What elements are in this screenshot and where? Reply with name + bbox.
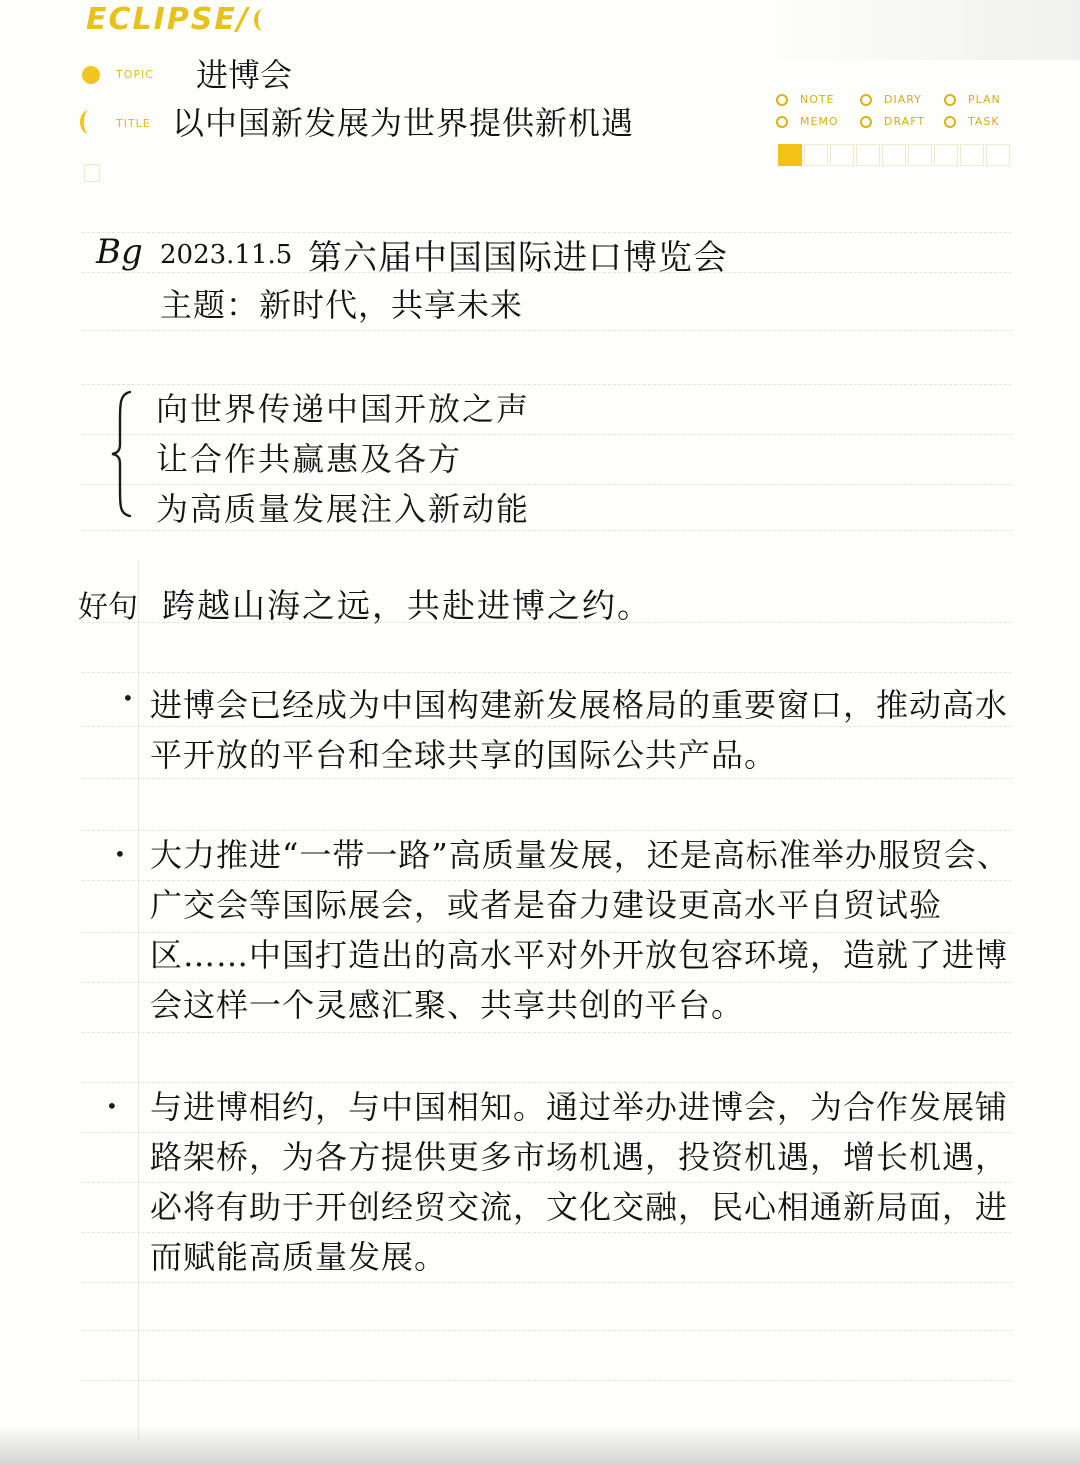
progress-cell: [856, 144, 880, 166]
ruled-line: [82, 330, 1012, 331]
curly-brace-icon: [108, 390, 138, 518]
page-shadow: [760, 0, 1080, 60]
ring-icon: [860, 94, 872, 106]
ruled-line: [82, 1032, 1012, 1033]
bullet-icon: •: [106, 1094, 118, 1118]
title-value: 以中国新发展为世界提供新机遇: [172, 104, 635, 142]
page-shadow: [0, 1425, 1080, 1465]
ring-icon: [860, 116, 872, 128]
event-theme: 主题：新时代，共享未来: [160, 286, 524, 324]
progress-cell: [882, 144, 906, 166]
progress-cell: [986, 144, 1010, 166]
crescent-icon: [80, 110, 98, 134]
event-date: 2023.11.5: [160, 240, 293, 270]
ring-icon: [944, 94, 956, 106]
brand-logo: [86, 2, 272, 37]
category-label: NOTE: [800, 93, 835, 106]
sun-dot-icon: [82, 66, 100, 84]
title-label: TITLE: [116, 117, 151, 130]
ring-icon: [776, 94, 788, 106]
category-label: MEMO: [800, 115, 839, 128]
category-memo[interactable]: [776, 115, 839, 128]
brand-name: ECLIPSE/: [86, 2, 250, 37]
category-label: PLAN: [968, 93, 1001, 106]
event-name: 第六届中国国际进口博览会: [308, 238, 728, 278]
ruled-line: [82, 530, 1012, 531]
category-label: TASK: [968, 115, 1000, 128]
category-task[interactable]: [944, 115, 1000, 128]
ruled-line: [82, 1330, 1012, 1331]
topic-value: 进博会: [196, 56, 293, 94]
bullet-icon: •: [122, 686, 134, 710]
key-point: 让合作共赢惠及各方: [156, 440, 463, 478]
category-label: DIARY: [884, 93, 922, 106]
category-note[interactable]: [776, 93, 835, 106]
paragraph: 与进博相约，与中国相知。通过举办进博会，为合作发展铺路架桥，为各方提供更多市场机遇，投资机遇，增长机遇，必将有助于开创经贸交流，文化交融，民心相通新局面，进而赋能高质量发展。: [150, 1088, 1009, 1276]
category-draft[interactable]: [860, 115, 925, 128]
checkbox-square: [84, 164, 100, 182]
quote-text: 跨越山海之远，共赴进博之约。: [162, 586, 652, 625]
bg-label: Bg: [96, 232, 143, 272]
key-point: 为高质量发展注入新动能: [156, 490, 531, 528]
ruled-line: [82, 1380, 1012, 1381]
paragraph: 大力推进“一带一路”高质量发展，还是高标准举办服贸会、广交会等国际展会，或者是奋力建设更高水平自贸试验区……中国打造出的高水平对外开放包容环境，造就了进博会这样一个灵感汇聚、共享共创的平台。: [150, 836, 1010, 1024]
ring-icon: [944, 116, 956, 128]
category-diary[interactable]: [860, 93, 922, 106]
progress-cell: [804, 144, 828, 166]
ring-icon: [776, 116, 788, 128]
progress-tracker: [778, 144, 1010, 166]
key-point: 向世界传递中国开放之声: [156, 390, 531, 428]
progress-cell: [778, 144, 802, 166]
paragraph: 进博会已经成为中国构建新发展格局的重要窗口，推动高水平开放的平台和全球共享的国际公共产品。: [150, 686, 1009, 774]
category-plan[interactable]: [944, 93, 1001, 106]
category-label: DRAFT: [884, 115, 926, 128]
progress-cell: [830, 144, 854, 166]
quote-label: 好句: [78, 590, 138, 625]
ruled-line: [82, 1282, 1012, 1283]
progress-cell: [934, 144, 958, 166]
margin-line: [138, 560, 139, 1440]
progress-cell: [960, 144, 984, 166]
crescent-icon: [254, 9, 272, 31]
topic-label: TOPIC: [116, 68, 154, 81]
ruled-line: [82, 672, 1012, 673]
bullet-icon: •: [114, 842, 126, 866]
progress-cell: [908, 144, 932, 166]
